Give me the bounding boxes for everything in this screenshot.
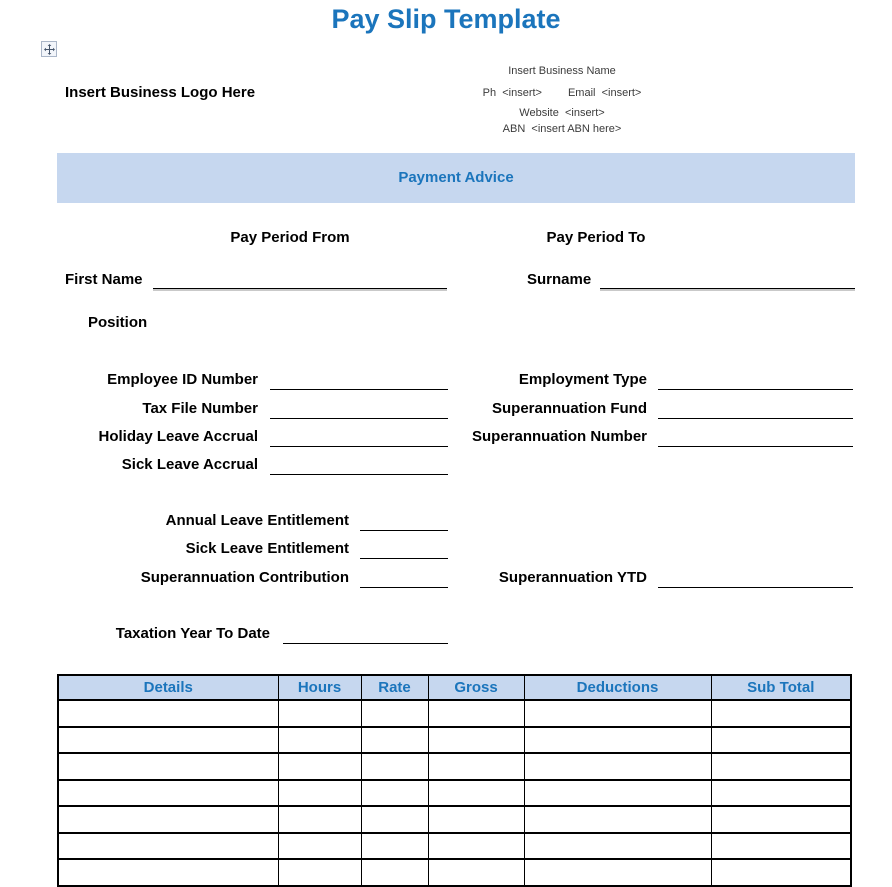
column-header-details: Details [58,675,278,700]
column-header-rate: Rate [361,675,428,700]
table-cell[interactable] [361,727,428,754]
table-cell[interactable] [524,806,711,833]
payment-advice-banner: Payment Advice [57,153,855,203]
super-fund-input-line[interactable] [658,403,853,419]
table-cell[interactable] [711,833,851,860]
table-cell[interactable] [711,806,851,833]
table-row [58,727,851,754]
super-number-input-line[interactable] [658,431,853,447]
table-cell[interactable] [58,753,278,780]
annual-leave-entitlement-label: Annual Leave Entitlement [165,512,349,529]
table-cell[interactable] [524,780,711,807]
table-cell[interactable] [428,859,524,886]
employee-id-input-line[interactable] [270,374,448,390]
email-value[interactable]: <insert> [601,87,642,99]
surname-label: Surname [527,271,592,288]
abn-field[interactable] [462,123,662,135]
table-cell[interactable] [361,753,428,780]
taxation-ytd-input-line[interactable] [283,628,448,644]
table-cell[interactable] [524,753,711,780]
table-cell[interactable] [711,727,851,754]
position-label: Position [88,314,148,331]
table-cell[interactable] [361,700,428,727]
column-header-gross: Gross [428,675,524,700]
table-cell[interactable] [428,753,524,780]
sick-leave-label: Sick Leave Accrual [121,456,258,473]
employment-type-label: Employment Type [518,371,647,388]
super-ytd-label: Superannuation YTD [498,569,647,586]
table-cell[interactable] [361,806,428,833]
table-header-row [58,675,851,700]
table-cell[interactable] [278,753,361,780]
table-row [58,700,851,727]
super-contribution-input-line[interactable] [360,572,448,588]
pay-period-to-label: Pay Period To [546,229,646,246]
sick-leave-input-line[interactable] [270,459,448,475]
phone-value[interactable]: <insert> [502,87,542,99]
annual-leave-entitlement-input-line[interactable] [360,515,448,531]
table-cell[interactable] [711,753,851,780]
table-cell[interactable] [361,780,428,807]
taxation-ytd-label: Taxation Year To Date [115,625,270,642]
table-row [58,806,851,833]
tax-file-label: Tax File Number [142,400,258,417]
email-field[interactable] [568,87,641,99]
table-cell[interactable] [278,780,361,807]
table-cell[interactable] [524,859,711,886]
table-cell[interactable] [278,806,361,833]
table-cell[interactable] [524,700,711,727]
website-value[interactable]: <insert> [564,107,605,119]
column-header-hours: Hours [278,675,361,700]
phone-field[interactable] [483,87,542,99]
table-cell[interactable] [428,700,524,727]
super-fund-label: Superannuation Fund [492,400,647,417]
abn-value[interactable]: <insert ABN here> [531,123,622,135]
column-header-deductions: Deductions [524,675,711,700]
table-cell[interactable] [428,727,524,754]
table-row [58,859,851,886]
pay-details-table [57,674,852,887]
business-logo-placeholder[interactable]: Insert Business Logo Here [65,84,256,101]
table-cell[interactable] [428,780,524,807]
phone-label: Ph [482,87,497,99]
table-cell[interactable] [711,859,851,886]
email-label: Email [567,87,596,99]
super-ytd-input-line[interactable] [658,572,853,588]
table-row [58,753,851,780]
table-cell[interactable] [58,859,278,886]
table-cell[interactable] [58,806,278,833]
table-cell[interactable] [58,700,278,727]
first-name-label: First Name [65,271,143,288]
table-cell[interactable] [524,727,711,754]
table-cell[interactable] [361,833,428,860]
business-contact-line [462,87,662,99]
table-cell[interactable] [278,700,361,727]
table-move-handle-icon[interactable] [41,41,57,57]
holiday-leave-label: Holiday Leave Accrual [98,428,258,445]
surname-input-line[interactable] [600,273,855,289]
table-cell[interactable] [711,780,851,807]
table-cell[interactable] [58,780,278,807]
table-cell[interactable] [58,833,278,860]
super-contribution-label: Superannuation Contribution [140,569,349,586]
website-field[interactable] [462,107,662,119]
table-row [58,780,851,807]
tax-file-input-line[interactable] [270,403,448,419]
table-cell[interactable] [278,833,361,860]
column-header-subtotal: Sub Total [711,675,851,700]
sick-leave-entitlement-label: Sick Leave Entitlement [185,540,349,557]
move-arrows-icon [44,44,55,55]
table-cell[interactable] [278,727,361,754]
table-cell[interactable] [58,727,278,754]
holiday-leave-input-line[interactable] [270,431,448,447]
table-cell[interactable] [428,833,524,860]
pay-period-from-label: Pay Period From [230,229,350,246]
table-cell[interactable] [428,806,524,833]
table-cell[interactable] [524,833,711,860]
table-cell[interactable] [278,859,361,886]
website-label: Website [519,107,559,119]
page-title: Pay Slip Template [331,4,561,34]
business-name[interactable]: Insert Business Name [508,65,616,77]
first-name-input-line[interactable] [153,273,447,289]
table-cell[interactable] [711,700,851,727]
table-row [58,833,851,860]
table-body [58,700,851,886]
abn-label: ABN [502,123,526,135]
sick-leave-entitlement-input-line[interactable] [360,543,448,559]
employee-id-label: Employee ID Number [107,371,258,388]
super-number-label: Superannuation Number [471,428,647,445]
employment-type-input-line[interactable] [658,374,853,390]
table-cell[interactable] [361,859,428,886]
